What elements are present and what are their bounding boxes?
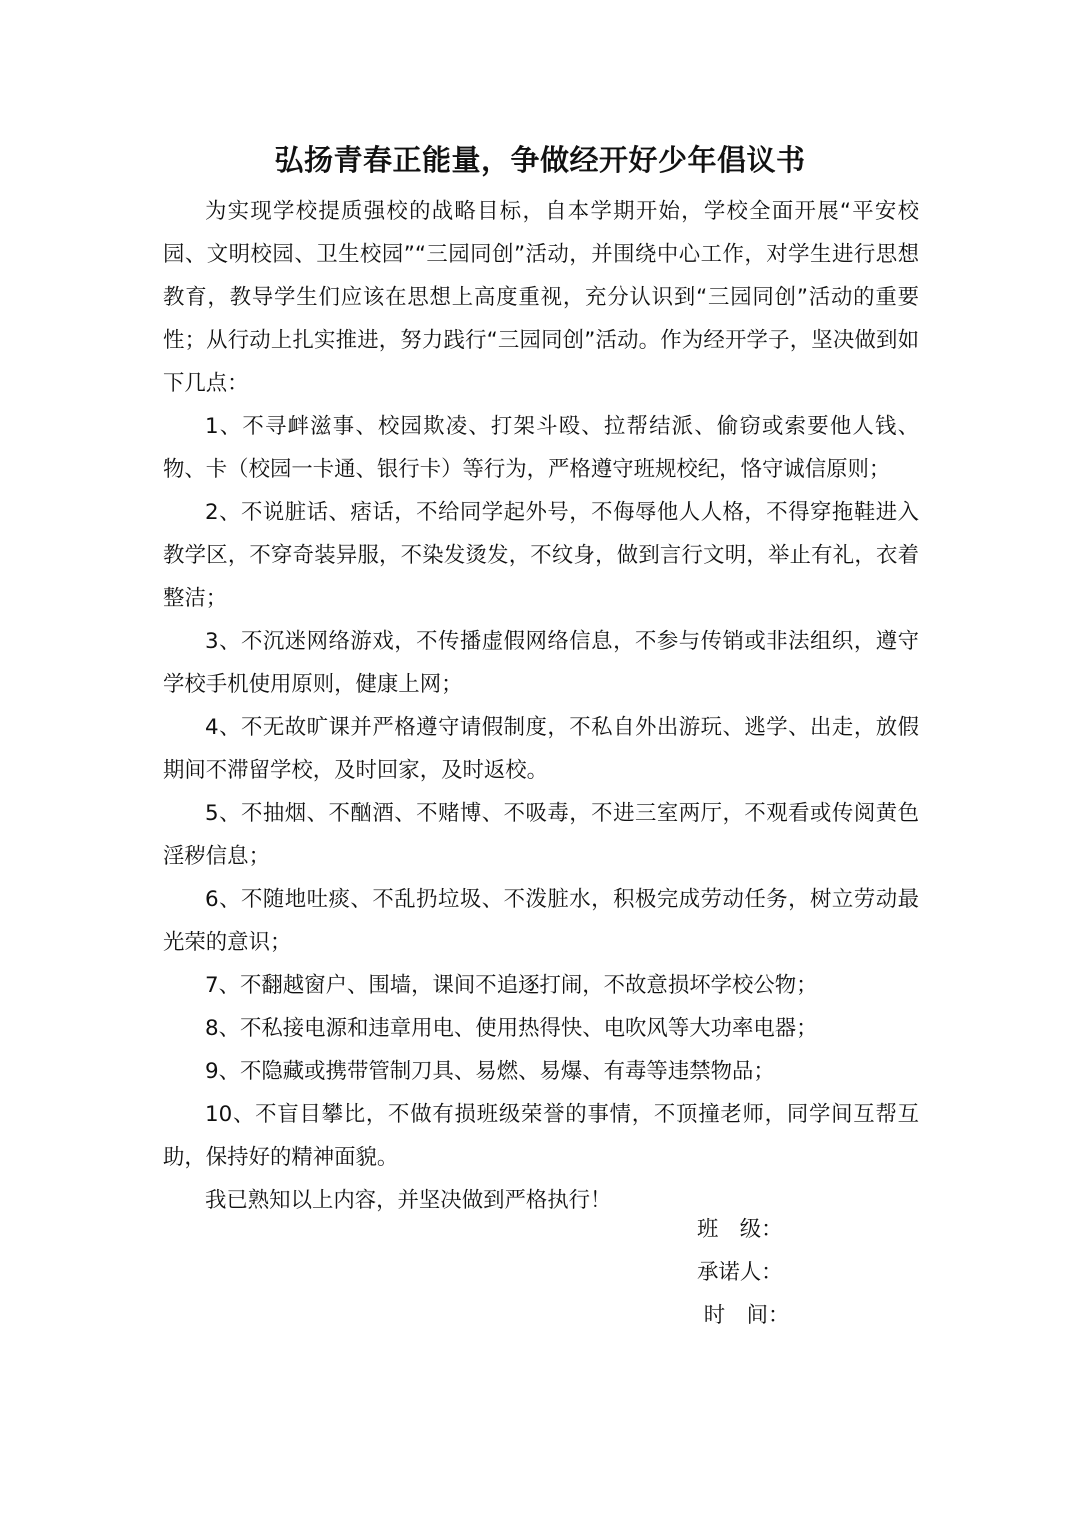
pledge-item-10: 10、不盲目攀比，不做有损班级荣誉的事情，不顶撞老师，同学间互帮互助，保持好的精神面貌。 (163, 1102, 919, 1170)
closing-statement: 我已熟知以上内容，并坚决做到严格执行！ (205, 1188, 612, 1213)
intro-paragraph: 为实现学校提质强校的战略目标，自本学期开始，学校全面开展“平安校园、文明校园、卫生校园”“三园同创”活动，并围绕中心工作，对学生进行思想教育，教导学生们应该在思想上高度重视，充分认识到“三园同创”活动的重要性；从行动上扎实推进，努力践行“三园同创”活动。作为经开学子，坚决做到如下几点： (163, 199, 919, 396)
pledge-item-8: 8、不私接电源和违章用电、使用热得快、电吹风等大功率电器； (205, 1016, 818, 1041)
time-label: 时 间： (697, 1303, 790, 1328)
pledge-item-9: 9、不隐藏或携带管制刀具、易燃、易爆、有毒等违禁物品； (205, 1059, 775, 1084)
pledge-item-7: 7、不翻越窗户、围墙，课间不追逐打闹，不故意损坏学校公物； (205, 973, 818, 998)
pledge-item-4: 4、不无故旷课并严格遵守请假制度，不私自外出游玩、逃学、出走，放假期间不滞留学校，及时回家，及时返校。 (163, 715, 919, 783)
pledge-item-6: 6、不随地吐痰、不乱扔垃圾、不泼脏水，积极完成劳动任务，树立劳动最光荣的意识； (163, 887, 919, 955)
document-title: 弘扬青春正能量，争做经开好少年倡议书 (274, 143, 806, 177)
pledge-item-5: 5、不抽烟、不酗酒、不赌博、不吸毒，不进三室两厅，不观看或传阅黄色淫秽信息； (163, 801, 919, 869)
document-body (163, 190, 919, 1222)
pledge-item-3: 3、不沉迷网络游戏，不传播虚假网络信息，不参与传销或非法组织，遵守学校手机使用原则，健康上网； (163, 629, 919, 697)
class-label: 班 级： (697, 1217, 783, 1242)
pledge-item-1: 1、不寻衅滋事、校园欺凌、打架斗殴、拉帮结派、偷窃或索要他人钱、物、卡（校园一卡通、银行卡）等行为，严格遵守班规校纪，恪守诚信原则； (163, 414, 919, 482)
pledge-item-2: 2、不说脏话、痞话，不给同学起外号，不侮辱他人人格，不得穿拖鞋进入教学区，不穿奇装异服，不染发烫发，不纹身，做到言行文明，举止有礼，衣着整洁； (163, 500, 919, 611)
signature-block (697, 1208, 897, 1337)
promisor-label: 承诺人： (697, 1260, 783, 1285)
